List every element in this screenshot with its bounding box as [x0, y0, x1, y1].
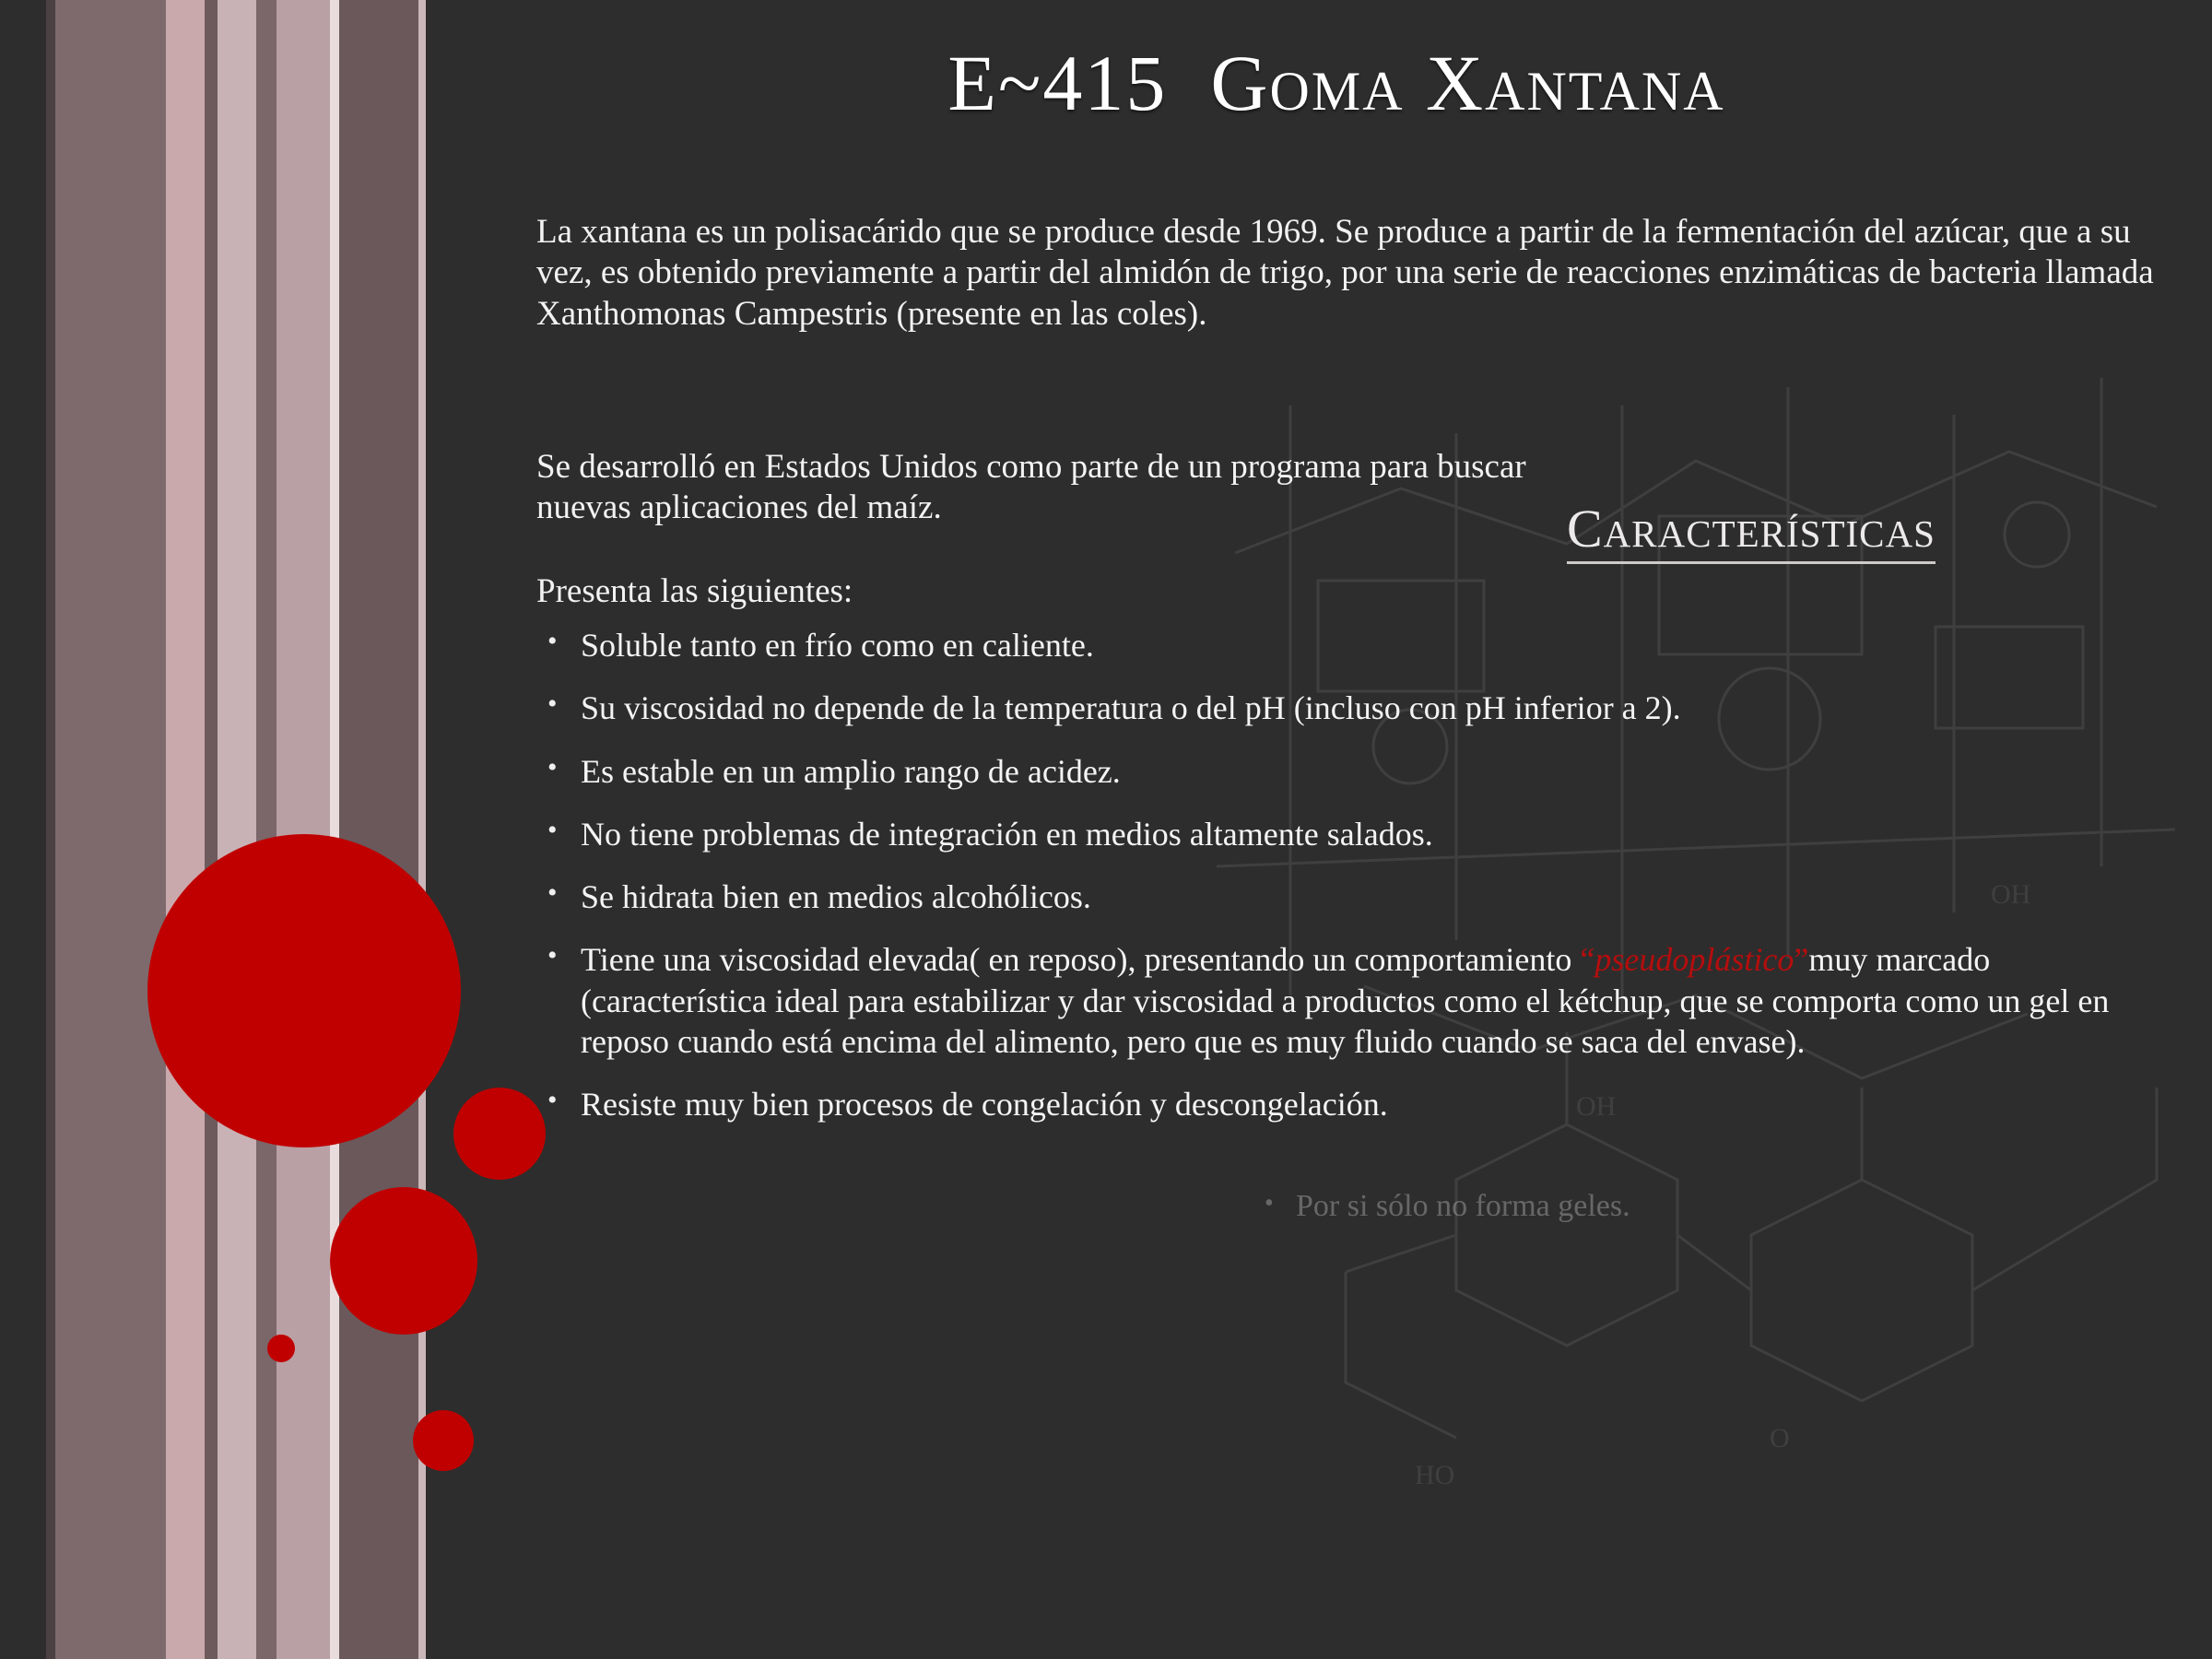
list-item-label: Soluble tanto en frío como en caliente.: [581, 627, 1094, 664]
decorative-circle-small: [413, 1410, 474, 1471]
viscosity-text-part1: Tiene una viscosidad elevada( en reposo), presentando un comportamiento: [581, 941, 1581, 979]
left-band-stripe-2: [166, 0, 205, 1659]
characteristics-list: [535, 625, 2175, 1147]
quote-open: “: [1580, 941, 1595, 979]
list-item-viscosity: [535, 939, 2175, 1062]
left-band-stripe-5: [256, 0, 276, 1659]
list-item: [535, 688, 2175, 728]
decorative-circle-tiny: [267, 1335, 295, 1362]
list-item: [535, 814, 2175, 854]
left-band-stripe-9: [418, 0, 426, 1659]
list-item: [535, 877, 2175, 917]
svg-text:OH: OH: [1576, 1091, 1617, 1122]
decorative-circle-large: [147, 834, 461, 1147]
left-band-stripe-edge: [46, 0, 55, 1659]
left-band-stripe-8: [339, 0, 418, 1659]
left-band-stripe-4: [218, 0, 256, 1659]
left-band-stripe-1: [55, 0, 166, 1659]
viscosity-text-part2: muy marcado (característica ideal para estabilizar y dar viscosidad a productos como el kétchup, que se comporta como un gel en reposo cuando está encima del alimento, pero que es muy fluido cuando se saca del envase).: [581, 941, 2110, 1060]
list-item-label: Su viscosidad no depende de la temperatura o del pH (incluso con pH inferior a 2).: [581, 689, 1681, 727]
emphasis-pseudoplastico: pseudoplástico: [1594, 941, 1794, 979]
list-item-label: Es estable en un amplio rango de acidez.: [581, 752, 1121, 790]
list-item-label: Se hidrata bien en medios alcohólicos.: [581, 878, 1091, 916]
left-band-stripe-7: [330, 0, 339, 1659]
left-band-stripe-6: [276, 0, 330, 1659]
list-item: [535, 1084, 2175, 1124]
lead-in-text: Presenta las siguientes:: [536, 572, 853, 610]
svg-text:HO: HO: [1415, 1460, 1455, 1490]
second-paragraph: Se desarrolló en Estados Unidos como parte de un programa para buscar nuevas aplicaciones del maíz.: [536, 448, 1526, 527]
list-item: [535, 751, 2175, 792]
list-item-label: No tiene problemas de integración en medios altamente salados.: [581, 815, 1433, 853]
intro-paragraph: La xantana es un polisacárido que se produce desde 1969. Se produce a partir de la fermentación del azúcar, que a su vez, es obtenido previamente a partir del almidón de trigo, por una serie de reacciones enzimáticas de bacteria llamada Xanthomonas Campestris (presente en las coles).: [536, 213, 2154, 333]
quote-close: ”: [1794, 941, 1809, 979]
slide-content: [516, 0, 2175, 1659]
faded-bullet-no-geles: • Por si sólo no forma geles.: [1253, 1189, 1630, 1224]
decorative-circle-medium: [330, 1187, 477, 1335]
left-band-stripe-3: [205, 0, 218, 1659]
list-item-label: Resiste muy bien procesos de congelación y descongelación.: [581, 1086, 1388, 1124]
svg-text:O: O: [1770, 1423, 1790, 1453]
section-heading-caracteristicas: Características: [1567, 498, 1936, 564]
list-item: [535, 625, 2175, 665]
page-title: E~415 Goma Xantana: [947, 39, 1725, 127]
svg-text:OH: OH: [1991, 879, 2031, 910]
